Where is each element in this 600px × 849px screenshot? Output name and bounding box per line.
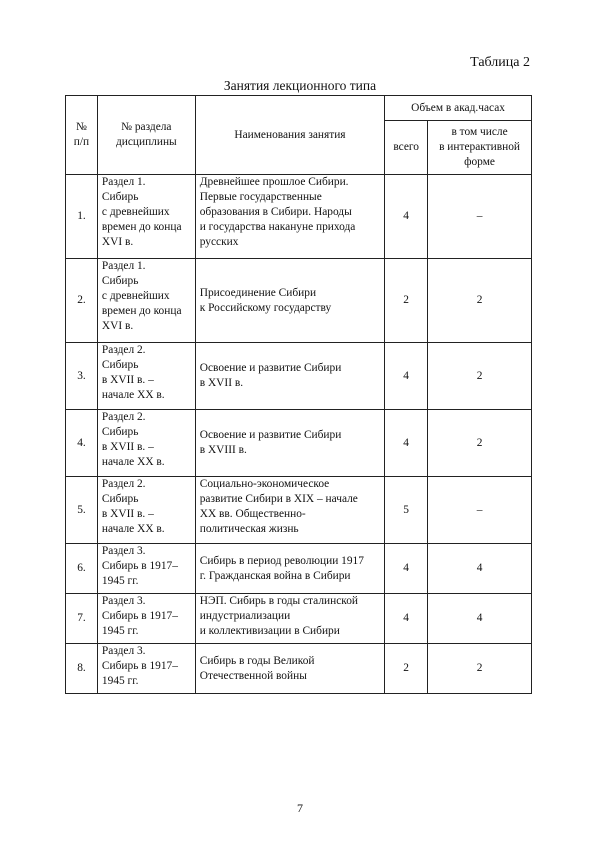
row-interactive: 4 <box>428 594 532 644</box>
row-total: 4 <box>385 175 428 259</box>
row-total: 4 <box>385 544 428 594</box>
row-name: Социально-экономическое развитие Сибири в XIX – начале XX вв. Общественно- политическая жизнь <box>195 477 384 544</box>
row-section: Раздел 2. Сибирь в XVII в. – начале XX в. <box>97 343 195 410</box>
row-interactive: 2 <box>428 343 532 410</box>
row-interactive: 2 <box>428 259 532 343</box>
header-volume: Объем в акад.часах <box>385 96 532 121</box>
row-interactive: – <box>428 477 532 544</box>
row-interactive: 4 <box>428 544 532 594</box>
row-total: 4 <box>385 410 428 477</box>
row-num: 8. <box>66 644 98 694</box>
header-interactive: в том числе в интерактивной форме <box>428 121 532 175</box>
row-interactive: 2 <box>428 410 532 477</box>
table-row <box>66 259 532 343</box>
lecture-table <box>65 95 532 694</box>
row-total: 2 <box>385 259 428 343</box>
row-name: Сибирь в период революции 1917 г. Гражданская война в Сибири <box>195 544 384 594</box>
row-num: 4. <box>66 410 98 477</box>
row-name: Присоединение Сибири к Российскому государству <box>195 259 384 343</box>
row-num: 7. <box>66 594 98 644</box>
table-row <box>66 544 532 594</box>
row-name: Освоение и развитие Сибири в XVII в. <box>195 343 384 410</box>
row-num: 2. <box>66 259 98 343</box>
row-num: 5. <box>66 477 98 544</box>
page-number: 7 <box>297 801 303 815</box>
row-section: Раздел 1. Сибирь с древнейших времен до конца XVI в. <box>97 259 195 343</box>
row-total: 4 <box>385 343 428 410</box>
table-row <box>66 175 532 259</box>
table-row <box>66 343 532 410</box>
row-num: 1. <box>66 175 98 259</box>
header-total: всего <box>385 121 428 175</box>
table-row <box>66 594 532 644</box>
header-num: № п/п <box>66 96 98 175</box>
row-name: Сибирь в годы Великой Отечественной войны <box>195 644 384 694</box>
header-name: Наименования занятия <box>195 96 384 175</box>
row-total: 5 <box>385 477 428 544</box>
row-name: Древнейшее прошлое Сибири. Первые государственные образования в Сибири. Народы и государства накануне прихода русских <box>195 175 384 259</box>
row-section: Раздел 2. Сибирь в XVII в. – начале XX в. <box>97 410 195 477</box>
row-section: Раздел 2. Сибирь в XVII в. – начале XX в. <box>97 477 195 544</box>
row-interactive: – <box>428 175 532 259</box>
row-section: Раздел 3. Сибирь в 1917– 1945 гг. <box>97 644 195 694</box>
table-title: Занятия лекционного типа <box>223 78 377 93</box>
row-num: 6. <box>66 544 98 594</box>
row-section: Раздел 3. Сибирь в 1917– 1945 гг. <box>97 594 195 644</box>
row-section: Раздел 1. Сибирь с древнейших времен до конца XVI в. <box>97 175 195 259</box>
row-interactive: 2 <box>428 644 532 694</box>
row-name: Освоение и развитие Сибири в XVIII в. <box>195 410 384 477</box>
row-name: НЭП. Сибирь в годы сталинской индустриализации и коллективизации в Сибири <box>195 594 384 644</box>
row-section: Раздел 3. Сибирь в 1917– 1945 гг. <box>97 544 195 594</box>
table-row <box>66 644 532 694</box>
row-total: 2 <box>385 644 428 694</box>
table-row <box>66 477 532 544</box>
row-total: 4 <box>385 594 428 644</box>
header-section: № раздела дисциплины <box>97 96 195 175</box>
table-label: Таблица 2 <box>470 55 530 70</box>
row-num: 3. <box>66 343 98 410</box>
table-row <box>66 410 532 477</box>
